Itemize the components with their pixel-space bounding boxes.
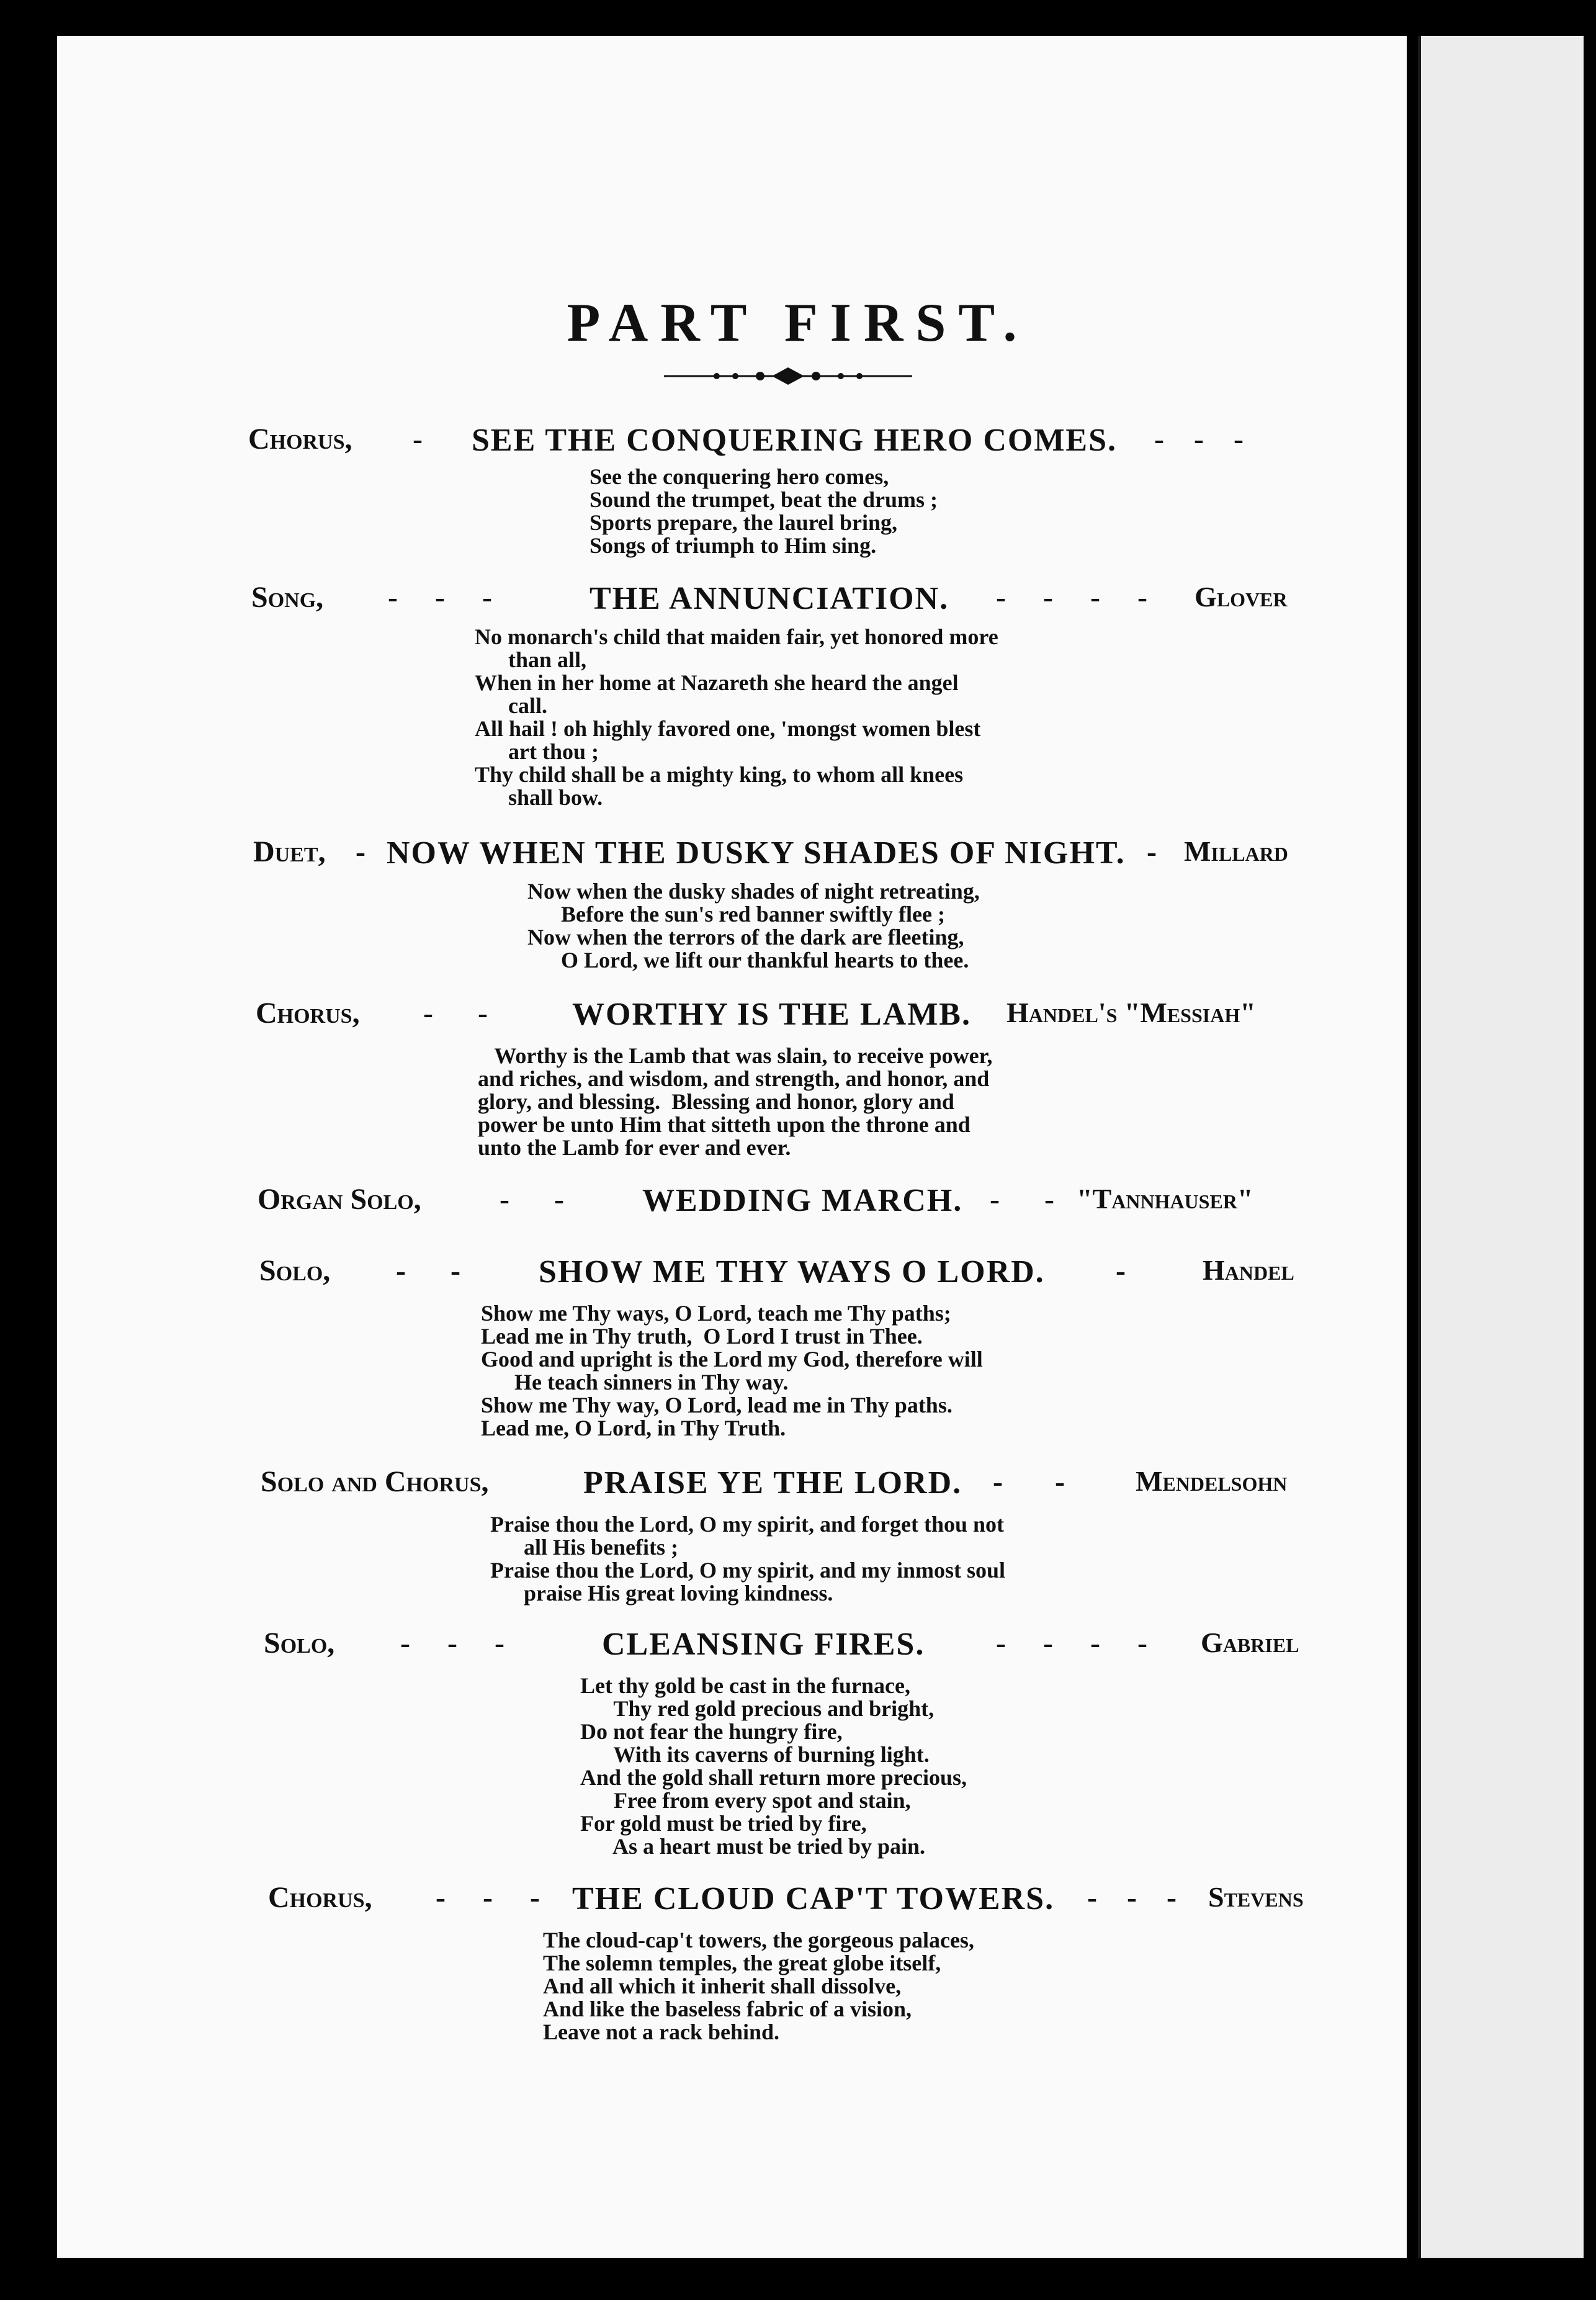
program-entry — [268, 1880, 1323, 1924]
entry-kind: Organ Solo, — [258, 1183, 421, 1216]
entry-title: PRAISE YE THE LORD. — [583, 1465, 962, 1501]
entry-kind: Chorus, — [256, 997, 360, 1030]
program-entry — [264, 1626, 1319, 1669]
entry-lyrics: Now when the dusky shades of night retreating, Before the sun's red banner swiftly flee ; Now when the terrors of the dark are fleeting, O Lord, we lift our thankful hearts to thee. — [527, 879, 980, 973]
entry-title: WEDDING MARCH. — [642, 1183, 963, 1218]
entry-kind: Duet, — [253, 835, 326, 868]
entry-kind: Solo and Chorus, — [261, 1465, 489, 1498]
entry-lyrics: Show me Thy ways, O Lord, teach me Thy paths; Lead me in Thy truth, O Lord I trust in Thee. Good and upright is the Lord my God, therefore will He teach sinners in Thy way. Show me Thy way, O Lord, lead me in Thy paths. Lead me, O Lord, in Thy Truth. — [481, 1301, 983, 1440]
leader-dashes: - - — [500, 1183, 564, 1216]
adjacent-page-edge — [1421, 36, 1584, 2258]
leader-dashes: - - — [990, 1183, 1054, 1216]
entry-lyrics: The cloud-cap't towers, the gorgeous palaces, The solemn temples, the great globe itself, And all which it inherit shall dissolve, And like the baseless fabric of a vision, Leave not a rack behind. — [543, 1928, 974, 2044]
entry-author: Handel's "Messiah" — [1006, 997, 1256, 1028]
entry-lyrics: Let thy gold be cast in the furnace, Thy red gold precious and bright, Do not fear the hungry fire, With its caverns of burning light. And the gold shall return more precious, Free from every spot and stain, For gold must be tried by fire, As a heart must be tried by pain. — [580, 1673, 967, 1859]
program-entry — [248, 422, 1253, 465]
leader-dashes: - - - — [1154, 423, 1244, 456]
program-entry — [258, 1182, 1312, 1226]
program-entry — [256, 996, 1311, 1040]
leader-dashes: - — [413, 423, 423, 456]
title-ornament — [664, 365, 912, 387]
entry-kind: Song, — [251, 581, 324, 614]
entry-title: THE CLOUD CAP'T TOWERS. — [572, 1881, 1055, 1916]
leader-dashes: - - - - — [996, 1627, 1147, 1660]
leader-dashes: - - — [396, 1254, 460, 1287]
leader-dashes: - - - — [1087, 1881, 1177, 1914]
entry-title: WORTHY IS THE LAMB. — [572, 997, 971, 1032]
entry-title: NOW WHEN THE DUSKY SHADES OF NIGHT. — [387, 835, 1126, 871]
entry-author: Stevens — [1208, 1881, 1304, 1913]
entry-author: Glover — [1195, 581, 1288, 613]
entry-author: Millard — [1184, 835, 1288, 867]
program-entry — [261, 1465, 1316, 1508]
leader-dashes: - - - - — [996, 581, 1147, 614]
entry-title: SEE THE CONQUERING HERO COMES. — [472, 423, 1118, 458]
entry-kind: Solo, — [264, 1627, 335, 1660]
entry-title: CLEANSING FIRES. — [602, 1627, 925, 1662]
leader-dashes: - - — [993, 1465, 1065, 1498]
entry-title: SHOW ME THY WAYS O LORD. — [539, 1254, 1045, 1290]
page-title: PART FIRST. — [567, 293, 1029, 353]
entry-title: THE ANNUNCIATION. — [590, 581, 949, 616]
leader-dashes: - - - — [400, 1627, 504, 1660]
entry-kind: Chorus, — [248, 423, 352, 456]
entry-author: Handel — [1203, 1254, 1294, 1286]
entry-author: Gabriel — [1201, 1627, 1299, 1658]
entry-lyrics: Worthy is the Lamb that was slain, to receive power, and riches, and wisdom, and strength, and honor, and glory, and blessing. Blessing and honor, glory and power be unto Him that sitteth upon the throne and unto the Lamb for ever and ever. — [478, 1043, 993, 1160]
program-entry — [259, 1254, 1314, 1297]
leader-dashes: - — [1147, 835, 1157, 868]
leader-dashes: - — [356, 835, 365, 868]
program-entry — [251, 580, 1306, 624]
entry-kind: Chorus, — [268, 1881, 372, 1914]
entry-author: "Tannhauser" — [1077, 1183, 1253, 1215]
entry-lyrics: No monarch's child that maiden fair, yet honored more than all, When in her home at Nazareth she heard the angel call. All hail ! oh highly favored one, 'mongst women blest art thou ; Thy child shall be a mighty king, to whom all knees shall bow. — [475, 624, 998, 810]
program-entry — [253, 835, 1308, 878]
entry-lyrics: Praise thou the Lord, O my spirit, and forget thou not all His benefits ; Praise thou the Lord, O my spirit, and my inmost soul praise His great loving kindness. — [490, 1512, 1006, 1606]
entry-lyrics: See the conquering hero comes, Sound the trumpet, beat the drums ; Sports prepare, the laurel bring, Songs of triumph to Him sing. — [590, 464, 938, 558]
entry-kind: Solo, — [259, 1254, 331, 1287]
entry-author: Mendelsohn — [1136, 1465, 1288, 1497]
leader-dashes: - - — [423, 997, 488, 1030]
leader-dashes: - — [1116, 1254, 1126, 1287]
leader-dashes: - - - — [436, 1881, 540, 1914]
leader-dashes: - - - — [388, 581, 492, 614]
